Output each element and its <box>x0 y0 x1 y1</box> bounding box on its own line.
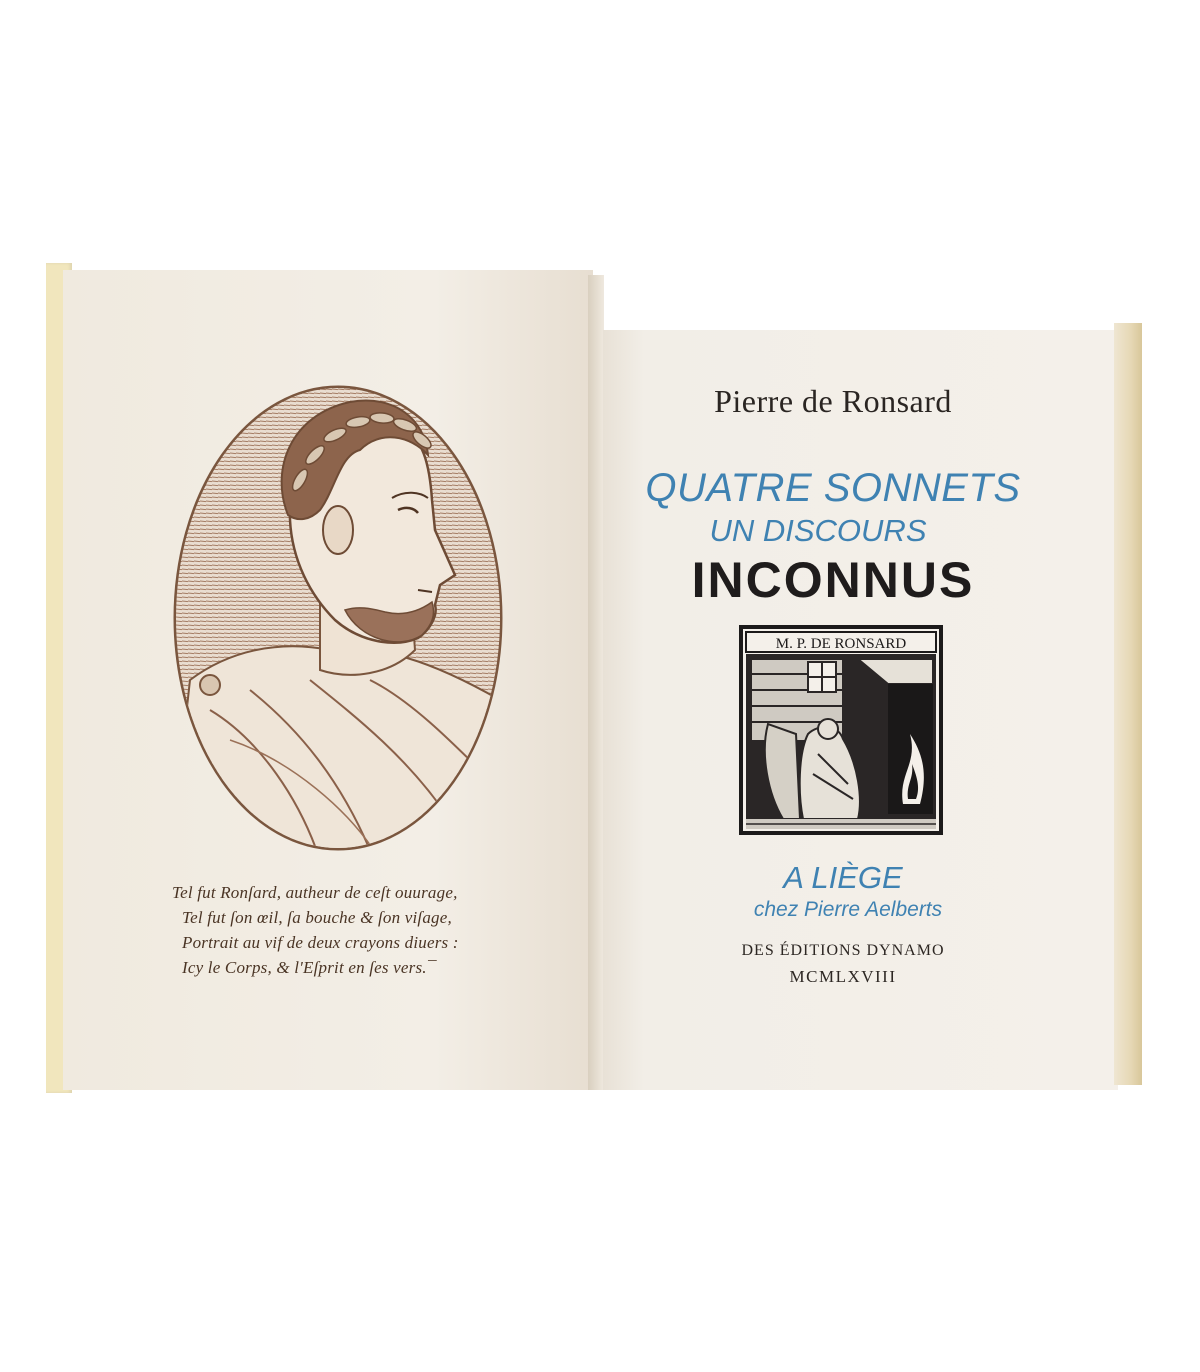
woodcut-caption: M. P. DE RONSARD <box>775 636 907 652</box>
woodcut-scene-icon <box>746 654 936 829</box>
publication-year: MCMLXVIII <box>789 967 897 986</box>
woodcut-illustration <box>738 624 944 836</box>
title-line-2: UN DISCOURS <box>709 513 927 548</box>
publisher-name: chez Pierre Aelberts <box>753 898 943 921</box>
imprint-line: DES ÉDITIONS DYNAMO <box>741 942 945 959</box>
title-line-3: INCONNUS <box>691 552 975 608</box>
verse-line: Portrait au vif de deux crayons diuers : <box>182 933 459 952</box>
publication-city: A LIÈGE <box>783 860 903 895</box>
page-block-edge <box>1114 323 1142 1085</box>
title-line-1: QUATRE SONNETS <box>645 466 1021 510</box>
verse-line: Tel fut Ronſard, autheur de ceſt ouurage, <box>172 883 458 902</box>
portrait-caption-verse <box>172 880 552 980</box>
verse-line: Icy le Corps, & l'Eſprit en ſes vers.¯ <box>182 958 436 977</box>
author-name: Pierre de Ronsard <box>714 383 952 419</box>
verse-line: Tel fut ſon œil, ſa bouche & ſon viſage, <box>182 908 452 927</box>
book-gutter <box>588 275 604 1090</box>
portrait-engraving-icon <box>170 380 510 860</box>
